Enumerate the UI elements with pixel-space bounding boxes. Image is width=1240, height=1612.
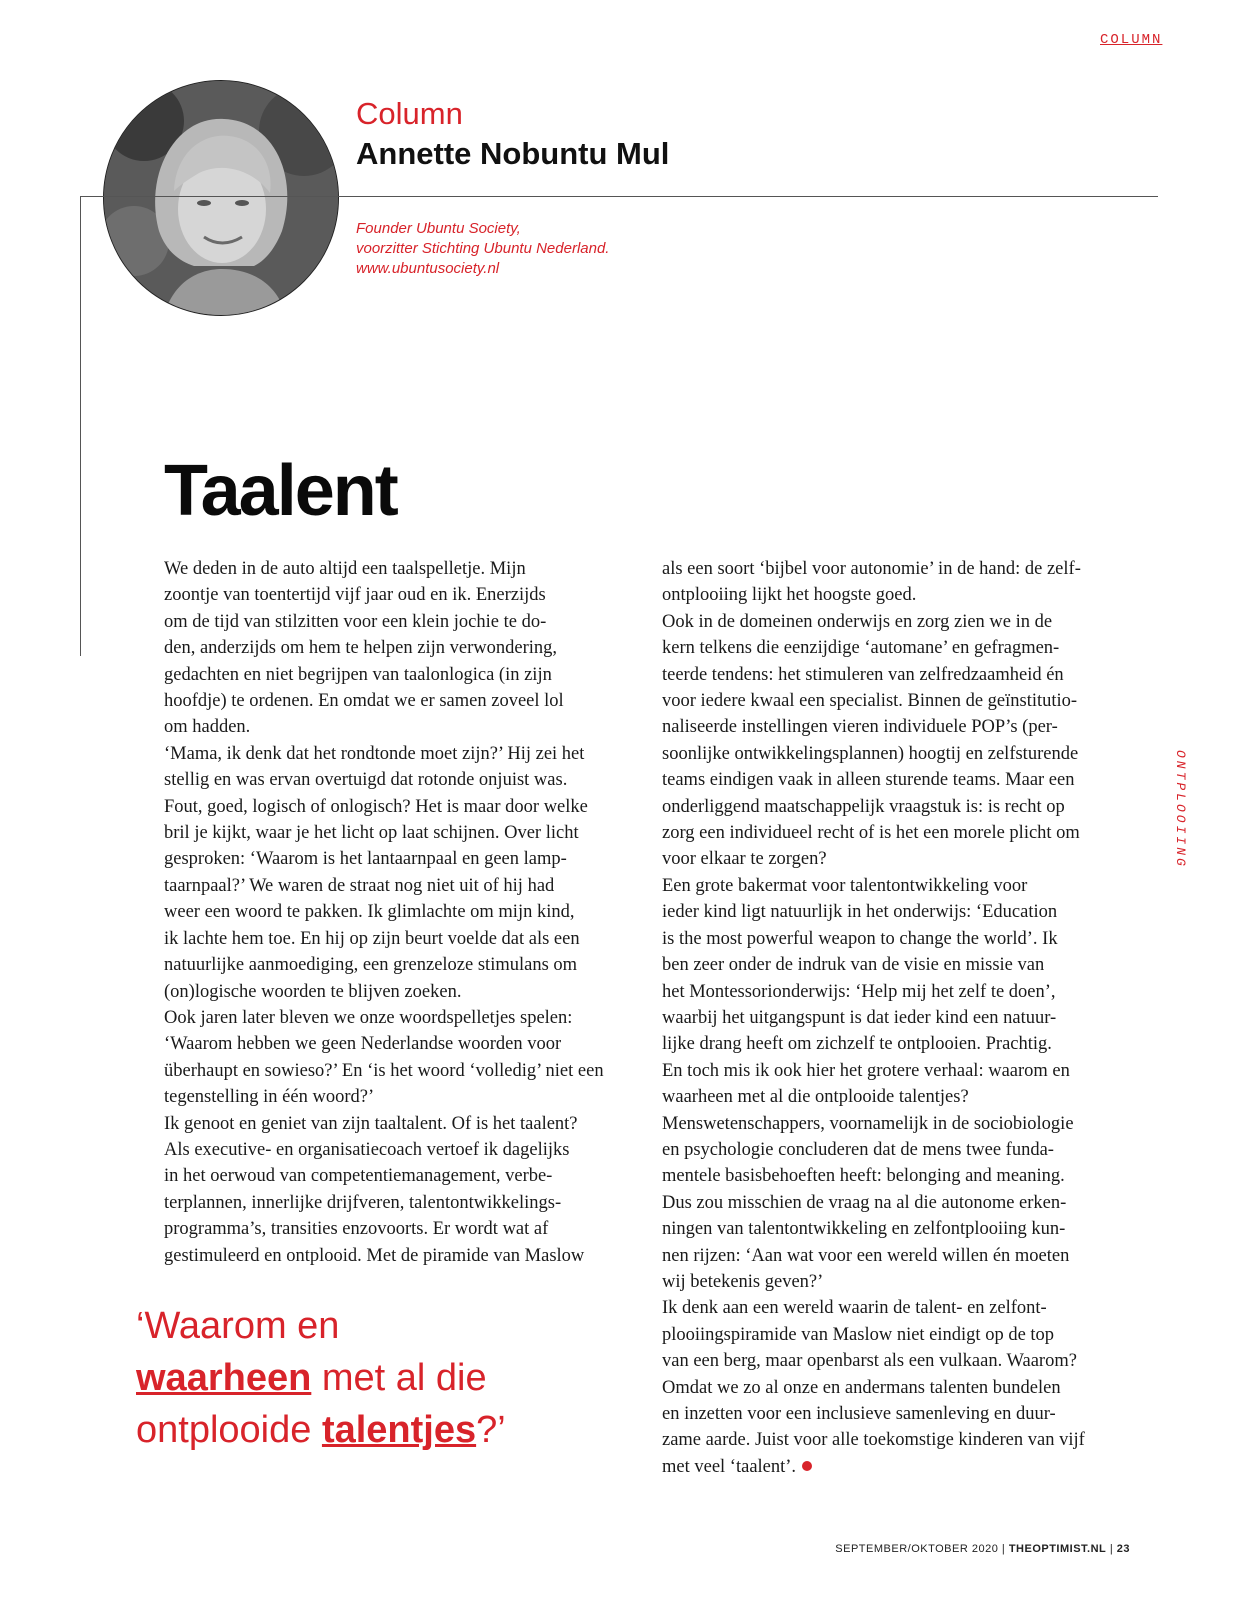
body-column-left (164, 556, 636, 1269)
author-portrait (103, 80, 339, 316)
body-line: tegenstelling in één woord?’ (164, 1087, 375, 1108)
body-line: ieder kind ligt natuurlijk in het onderwijs: ‘Education (662, 902, 1058, 923)
body-line-text: met veel ‘taalent’. (662, 1456, 797, 1477)
section-side-label: ONTPLOOIING (1173, 750, 1188, 869)
body-line: ontplooiing lijkt het hoogste goed. (662, 585, 917, 606)
body-line: om de tijd van stilzitten voor een klein jochie te do- (164, 611, 547, 632)
pull-quote-emphasis: waarheen (136, 1357, 312, 1399)
body-line: kern telkens die eenzijdige ‘automane’ en gefragmen- (662, 638, 1060, 659)
body-line: nen rijzen: ‘Aan wat voor een wereld willen én moeten (662, 1245, 1070, 1266)
bio-line: Founder Ubuntu Society, (356, 220, 521, 237)
footer-separator: | (1001, 1543, 1009, 1555)
body-line: om hadden. (164, 717, 251, 738)
pull-quote-text: ontplooide (136, 1409, 322, 1451)
portrait-image (104, 81, 338, 315)
body-line: gesproken: ‘Waarom is het lantaarnpaal en geen lamp- (164, 849, 567, 870)
body-line: als een soort ‘bijbel voor autonomie’ in de hand: de zelf- (662, 559, 1081, 579)
body-line: Ook in de domeinen onderwijs en zorg zien we in de (662, 611, 1053, 632)
body-line-last (662, 1454, 1134, 1480)
body-line: plooiingspiramide van Maslow niet eindigt op de top (662, 1324, 1055, 1345)
article-headline: Taalent (164, 451, 397, 531)
body-line: lijke drang heeft om zichzelf te ontplooien. Prachtig. (662, 1034, 1052, 1055)
body-column-right (662, 556, 1134, 1480)
body-line: het Montessorionderwijs: ‘Help mij het zelf te doen’, (662, 981, 1056, 1002)
body-line: zame aarde. Juist voor alle toekomstige kinderen van vijf (662, 1430, 1085, 1451)
author-name: Annette Nobuntu Mul (356, 136, 670, 171)
body-line: naliseerde instellingen vieren individuele POP’s (per- (662, 717, 1058, 738)
footer-issue: SEPTEMBER/OKTOBER 2020 (835, 1543, 999, 1555)
body-line: onderliggend maatschappelijk vraagstuk is: is recht op (662, 796, 1065, 817)
author-bio (356, 219, 776, 279)
page-footer (835, 1543, 1130, 1555)
body-line: mentele basisbehoeften heeft: belonging and meaning. (662, 1166, 1065, 1187)
body-line: Ook jaren later bleven we onze woordspelletjes spelen: (164, 1007, 573, 1028)
pull-quote (136, 1300, 616, 1456)
body-line: hoofdje) te ordenen. En omdat we er samen zoveel lol (164, 691, 564, 712)
body-line: voor iedere kwaal een specialist. Binnen de geïnstitutio- (662, 691, 1078, 712)
body-line: We deden in de auto altijd een taalspelletje. Mijn (164, 559, 526, 579)
body-line: (on)logische woorden te blijven zoeken. (164, 981, 462, 1002)
body-line: Ik genoot en geniet van zijn taaltalent. Of is het taalent? (164, 1113, 578, 1134)
body-line: den, anderzijds om hem te helpen zijn verwondering, (164, 638, 557, 659)
body-line: taarnpaal?’ We waren de straat nog niet uit of hij had (164, 875, 555, 896)
body-line: stellig en was ervan overtuigd dat rotonde onjuist was. (164, 770, 568, 791)
section-tag: COLUMN (1100, 32, 1163, 48)
body-line: ‘Mama, ik denk dat het rondtonde moet zijn?’ Hij zei het (164, 743, 585, 764)
pull-quote-text: met al die (311, 1357, 487, 1399)
body-line: gestimuleerd en ontplooid. Met de piramide van Maslow (164, 1245, 585, 1266)
body-line: weer een woord te pakken. Ik glimlachte om mijn kind, (164, 902, 575, 923)
body-line: terplannen, innerlijke drijfveren, talentontwikkelings- (164, 1192, 562, 1213)
body-line: van een berg, maar openbarst als een vulkaan. Waarom? (662, 1351, 1077, 1372)
body-line: Omdat we zo al onze en andermans talenten bundelen (662, 1377, 1061, 1398)
body-line: teerde tendens: het stimuleren van zelfredzaamheid én (662, 664, 1064, 685)
header-rule-horizontal (80, 196, 1158, 197)
body-line: voor elkaar te zorgen? (662, 849, 827, 870)
column-kicker: Column (356, 96, 463, 131)
body-line: teams eindigen vaak in alleen sturende teams. Maar een (662, 770, 1075, 791)
body-line: zoontje van toentertijd vijf jaar oud en ik. Enerzijds (164, 585, 546, 606)
body-line: waarheen met al die ontplooide talentjes? (662, 1087, 969, 1108)
body-line: ‘Waarom hebben we geen Nederlandse woorden voor (164, 1034, 562, 1055)
body-line: in het oerwoud van competentiemanagement, verbe- (164, 1166, 553, 1187)
body-line: Dus zou misschien de vraag na al die autonome erken- (662, 1192, 1067, 1213)
pull-quote-text: ?’ (476, 1409, 506, 1451)
footer-separator: | (1109, 1543, 1117, 1555)
body-line: Ik denk aan een wereld waarin de talent- en zelfont- (662, 1298, 1047, 1319)
body-line: en inzetten voor een inclusieve samenleving en duur- (662, 1404, 1056, 1424)
bio-line: voorzitter Stichting Ubuntu Nederland. (356, 240, 610, 257)
footer-site[interactable]: THEOPTIMIST.NL (1008, 1543, 1107, 1555)
body-line: Een grote bakermat voor talentontwikkeling voor (662, 875, 1028, 896)
body-line: programma’s, transities enzovoorts. Er wordt wat af (164, 1219, 549, 1240)
pull-quote-line: ‘Waarom en (136, 1305, 340, 1347)
body-line: zorg een individueel recht of is het een morele plicht om (662, 823, 1080, 844)
body-line: ik lachte hem toe. En hij op zijn beurt voelde dat als een (164, 928, 580, 949)
body-line: überhaupt en sowieso?’ En ‘is het woord ‘volledig’ niet een (164, 1060, 604, 1081)
body-line: En toch mis ik ook hier het grotere verhaal: waarom en (662, 1060, 1070, 1081)
pull-quote-line (136, 1352, 616, 1404)
body-line: Fout, goed, logisch of onlogisch? Het is maar door welke (164, 796, 588, 817)
body-line: waarbij het uitgangspunt is dat ieder kind een natuur- (662, 1007, 1057, 1028)
body-line: Menswetenschappers, voornamelijk in de sociobiologie (662, 1113, 1074, 1134)
body-line: soonlijke ontwikkelingsplannen) hoogtij en zelfsturende (662, 743, 1079, 764)
pull-quote-line (136, 1404, 616, 1456)
body-line: Als executive- en organisatiecoach vertoef ik dagelijks (164, 1139, 570, 1160)
body-line: ben zeer onder de indruk van de visie en missie van (662, 955, 1045, 976)
body-line: bril je kijkt, waar je het licht op laat schijnen. Over licht (164, 823, 579, 844)
body-line: natuurlijke aanmoediging, een grenzeloze stimulans om (164, 955, 578, 976)
end-mark-icon (802, 1461, 812, 1471)
pull-quote-emphasis: talentjes (321, 1409, 477, 1451)
body-line: ningen van talentontwikkeling en zelfontplooiing kun- (662, 1219, 1066, 1240)
body-line: wij betekenis geven?’ (662, 1271, 824, 1292)
header-rule-vertical (80, 196, 81, 656)
bio-website-link[interactable]: www.ubuntusociety.nl (356, 260, 500, 277)
page-number: 23 (1116, 1543, 1130, 1555)
body-line: en psychologie concluderen dat de mens twee funda- (662, 1139, 1054, 1160)
body-line: is the most powerful weapon to change the world’. Ik (662, 928, 1058, 949)
body-line: gedachten en niet begrijpen van taalonlogica (in zijn (164, 664, 552, 685)
